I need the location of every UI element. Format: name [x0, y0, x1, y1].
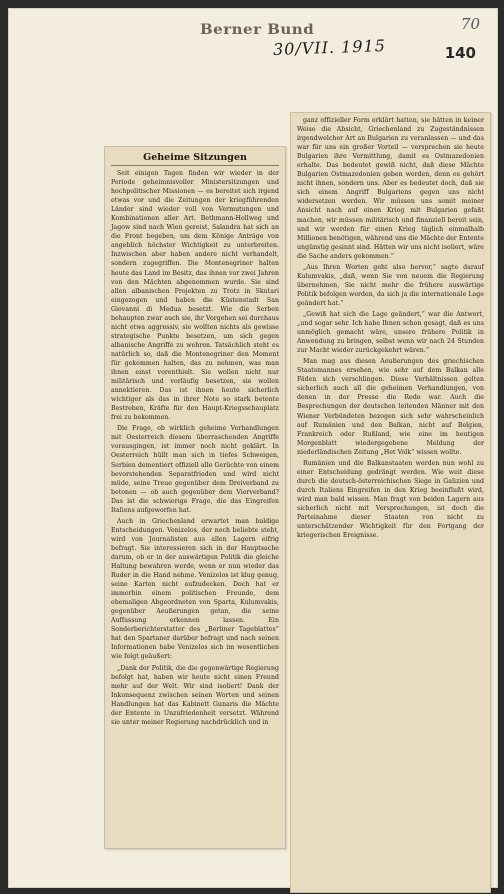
- article-title: Geheime Sitzungen: [111, 152, 279, 166]
- page-number: 140: [444, 44, 476, 62]
- handwritten-date: 30/VII. 1915: [272, 36, 387, 59]
- left-column-text: [111, 169, 279, 727]
- paragraph: Man mag aus diesen Aeußerungen des griechischen Staatsmannes ersehen, wie sehr auf dem Balkan alle Fäden sich verschlingen. Diese Verhältnissen gelten sicherlich auch all die geheimen Verhandlungen, von denen in der Presse die Rede war. Auch die Besprechungen der deutschen leitenden Männer mit den Wiener Verbündeten bezogen sich sehr wahrscheinlich auf Rumänien und den Balkan, nicht auf Belgien, Frankreich oder Rußland, wie eine im heutigen Morgenblatt wiedergegebene Meldung der niederländischen Zeitung „Het Volk“ wissen wollte.: [297, 358, 484, 456]
- handwritten-number: 70: [460, 15, 480, 33]
- right-column-text: [297, 116, 484, 540]
- paragraph: Rumänien und die Balkanstaaten werden nun wohl zu einer Entscheidung gedrängt werden. Wie weit diese durch die deutsch-österreichischen Siege in Galizien und durch Italiens Eingreifen in den Krieg beeinflußt wird, wird man bald wissen. Man fragt von beiden Lagern aus sicherlich nicht mit Versprechungen, ist doch die Parteinahme dieser Staaten von nicht zu unterschätzender Wichtigkeit für den Fortgang der kriegerischen Ereignisse.: [297, 459, 484, 540]
- clipping-right-column: [290, 112, 491, 893]
- paragraph: Seit einigen Tagen finden wir wieder in der Periode geheimnisvoller Ministersitzungen und hochpolitischer Missionen — es bereitet sich irgend etwas vor und die Zeitungen der kriegführenden Länder sind wieder voll von Vermutungen und Kombinationen aller Art. Bethmann-Hollweg und Jagow sind nach Wien gereist, Salandra hat sich an die Front begeben, um dem Könige Anträge von angeblich höchster Wichtigkeit zu unterbreiten. Inzwischen aber haben andere nicht verhandelt, sondern zugegriffen. Die Montenegriner halten heute das Land im Besitz, das ihnen vor zwei Jahren von den Mächten abgenommen wurde. Sie sind allen albanischen Projekten zu Trotz in Skutari eingezogen und haben die Küstenstadt San Giovanni di Medua besetzt. Wie die Serben behaupten zwar auch sie, ihr Vorgehen sei durchaus nicht etwa aggressiv, sie wollten nichts als gewisse strategische Punkte besetzen, um sich gegen albanische Angriffe zu wehren. Tatsächlich steht es natürlich so, daß die Montenegriner den Moment für gekommen halten, das zu nehmen, was man ihnen einst vorenthielt. Sie wollen nicht nur militärisch und vorläufig besetzen, sie wollen annektieren. Das ist ihnen heute sicherlich wichtiger als das in ihrer Note so stark betonte Bestreben, Kräfte für den Haupt-Kriegsschauplatz frei zu bekommen.: [111, 170, 279, 422]
- paragraph: „Dank der Politik, die die gegenwärtige Regierung befolgt hat, haben wir heute nicht einen Freund mehr auf der Welt. Wir sind isoliert! Dank der Inkonsequenz zwischen seinen Worten und seinen Handlungen hat das Kabinett Gunaris die Mächte der Entente in Unzufriedenheit versetzt. Während sie unter meiner Regierung nachdrücklich und in: [111, 664, 279, 726]
- paragraph: ganz offizieller Form erklärt hatten, sie hätten in keiner Weise die Absicht, Griechenland zu Zugeständnissen irgendwelcher Art an Bulgarien zu veranlassen — und das war für uns ein großer Vorteil — versprechen sie heute Bulgarien ihre Vermittlung, damit es Ostmazedonien erhalte. Das bedeutet gewiß nicht, daß diese Mächte Bulgarien Ostmazedonien geben werden, denn es gehört nicht ihnen, sondern uns. Aber es bedeutet doch, daß sie sich einem Angriff Bulgariens gegen uns nicht widersetzen werden. Wir müssen uns somit meiner Ansicht nach auf einen Krieg mit Bulgarien gefaßt machen, wir müssen militärisch und finanziell bereit sein, und wir werden für einen Krieg täglich einmalhalb Millionen benötigen, während uns die Mächte der Entente ungünstig gesinnt sind. Hätten wir uns nicht isoliert, wäre die Sache anders gekommen.“: [297, 117, 484, 260]
- paragraph: Auch in Griechenland erwartet man baldige Entscheidungen. Venizelos, der noch beliebte steht, wird von Journalisten aus allen Lagern eifrig befragt. Sie interessieren sich in der Hauptsache darum, ob er in der auswärtigen Politik die gleiche Haltung bewahren werde, wenn er nun wieder das Ruder in die Hand nehme. Venizelos ist klug genug, seine Karten nicht aufzudecken. Doch hat er immerhin einem politischen Freunde, dem ehemaligen Abgeordneten von Sparta, Kulumvakis, gegenüber Aeußerungen getan, die seine Auffassung erkennen lassen. Ein Sonderberichterstatter des „Berliner Tageblattes“ hat den Spartaner darüber befragt und nach seinen Informationen habe Venizelos sich im wesentlichen wie folgt geäußert:: [111, 517, 279, 661]
- paragraph: „Gewiß hat sich die Lage geändert,“ war die Antwort, „und sogar sehr. Ich habe Ihnen schon gesagt, daß es uns unmöglich gemacht wäre, unsere frühere Politik in Anwendung zu bringen, selbst wenn wir nach 24 Stunden zur Macht wieder zurückgekehrt wären.“: [297, 310, 484, 355]
- paragraph: „Aus Ihren Worten geht also hervor,“ sagte darauf Kulumvakis, „daß, wenn Sie von neuem die Regierung übernehmen, Sie nicht mehr die frühere auswärtige Politik befolgen werden, da sich ja die internationale Lage geändert hat.“: [297, 263, 484, 307]
- clipping-left-column: [104, 146, 286, 849]
- archive-sheet: [8, 8, 498, 888]
- paragraph: Die Frage, ob wirklich geheime Verhandlungen mit Oesterreich diesem überraschenden Angriffe vorausgingen, ist immer noch nicht geklärt. In Oesterreich hüllt man sich in tiefes Schweigen, Serbien dementiert offiziell alle Gerüchte von einem bevorstehenden Separatfrieden und wird nicht müde, seine Treue gegenüber dem Dreiverband zu betonen — ob auch gegenüber dem Vierverband? Das ist die schwierige Frage, die das Eingreifen Italiens aufgeworfen hat.: [111, 425, 279, 514]
- newspaper-stamp: Berner Bund: [200, 20, 315, 38]
